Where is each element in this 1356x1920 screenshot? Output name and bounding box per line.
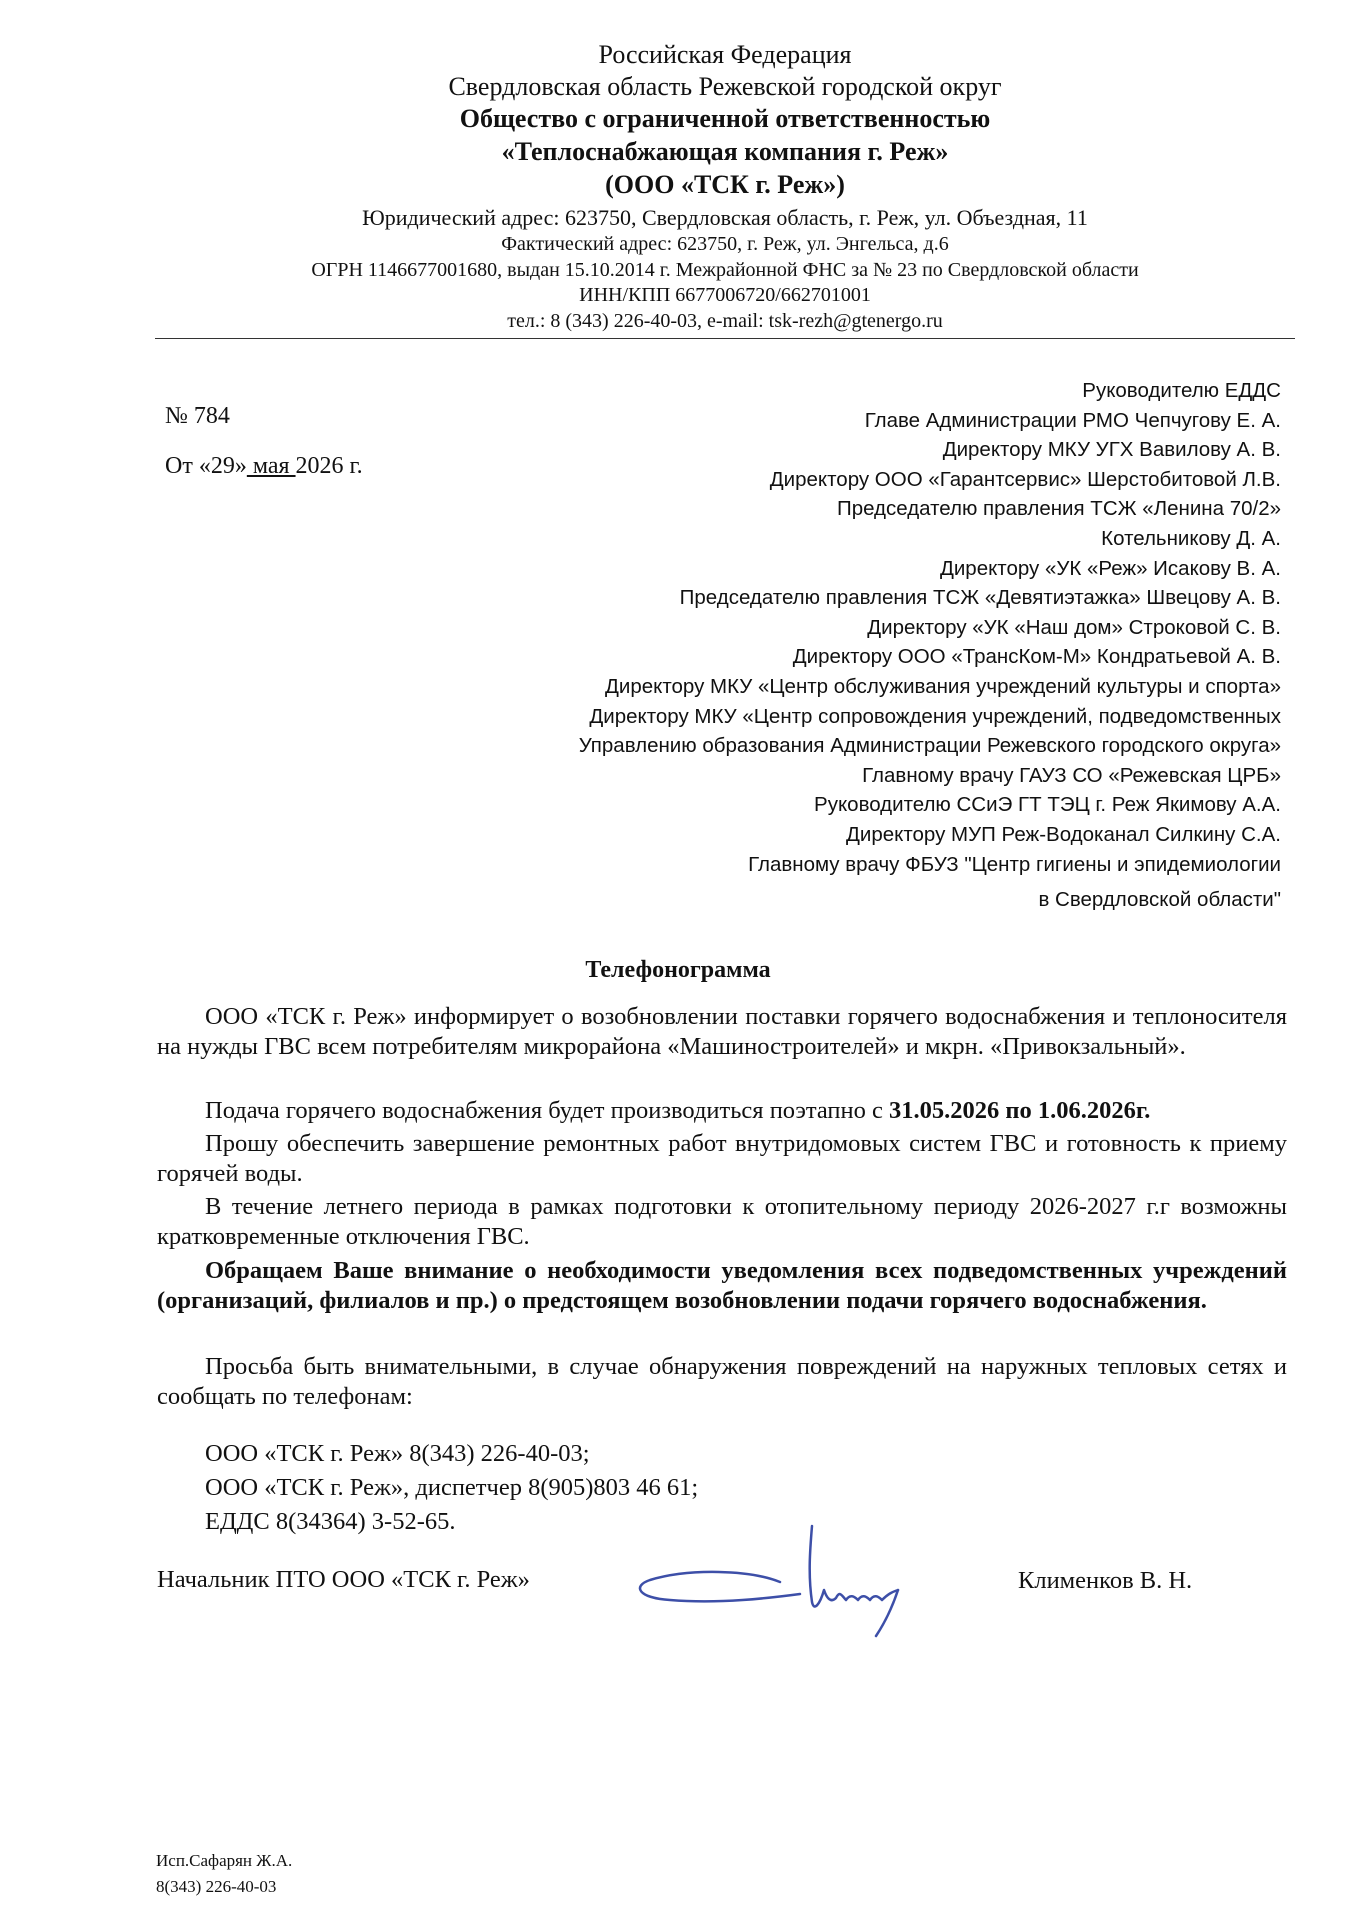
paragraph-2 <box>157 1096 1287 1126</box>
paragraph-3: Прошу обеспечить завершение ремонтных работ внутридомовых систем ГВС и готовность к приему горячей воды. <box>157 1130 1287 1187</box>
recipient-line: Директору ООО «Гарантсервис» Шерстобитовой Л.В. <box>769 467 1281 491</box>
document-title: Телефонограмма <box>585 957 771 983</box>
executor-name: Исп.Сафарян Ж.А. <box>156 1851 293 1870</box>
paragraph-5-attention: Обращаем Ваше внимание о необходимости уведомления всех подведомственных учреждений (организаций, филиалов и пр.) о предстоящем возобновлении подачи горячего водоснабжения. <box>157 1257 1287 1314</box>
handwritten-signature <box>630 1520 960 1640</box>
recipient-line: Руководителю ЕДДС <box>1082 379 1281 402</box>
header-org-short: (ООО «ТСК г. Реж») <box>605 170 845 199</box>
recipient-line: в Свердловской области" <box>1038 888 1281 912</box>
recipient-line: Директору «УК «Наш дом» Строковой С. В. <box>867 615 1281 639</box>
recipient-line: Председателю правления ТСЖ «Девятиэтажка» Швецову А. В. <box>679 586 1281 610</box>
phone-list <box>205 1437 698 1539</box>
signer-name: Клименков В. Н. <box>1018 1567 1193 1594</box>
paragraph-6: Просьба быть внимательными, в случае обнаружения повреждений на наружных тепловых сетях и сообщать по телефонам: <box>157 1353 1287 1410</box>
doc-date <box>165 453 363 480</box>
paragraph-2-dates: 31.05.2026 по 1.06.2026г. <box>889 1097 1151 1124</box>
recipient-line: Директору «УК «Реж» Исакову В. А. <box>939 556 1281 580</box>
recipient-line: Директору МКУ «Центр обслуживания учреждений культуры и спорта» <box>605 674 1281 698</box>
paragraph-4: В течение летнего периода в рамках подготовки к отопительному периоду 2026-2027 г.г возможны кратковременные отключения ГВС. <box>157 1193 1287 1250</box>
recipient-line: Председателю правления ТСЖ «Ленина 70/2» <box>836 497 1281 521</box>
executor-info <box>156 1848 292 1900</box>
header-org-name: «Теплоснабжающая компания г. Реж» <box>501 137 949 166</box>
recipient-line: Главному врачу ГАУЗ СО «Режевская ЦРБ» <box>862 763 1281 787</box>
recipient-line: Руководителю ССиЭ ГТ ТЭЦ г. Реж Якимову А.А. <box>814 793 1281 817</box>
recipients-block <box>381 376 1281 915</box>
signer-position: Начальник ПТО ООО «ТСК г. Реж» <box>157 1566 530 1593</box>
header-country: Российская Федерация <box>598 40 852 69</box>
header-legal-address: Юридический адрес: 623750, Свердловская область, г. Реж, ул. Объездная, 11 <box>362 205 1088 230</box>
recipient-line: Котельникову Д. А. <box>1101 526 1281 550</box>
header-inn: ИНН/КПП 6677006720/662701001 <box>579 284 871 306</box>
phone-item: ООО «ТСК г. Реж» 8(343) 226-40-03; <box>205 1440 590 1467</box>
doc-date-month: мая <box>246 453 296 479</box>
executor-phone: 8(343) 226-40-03 <box>156 1877 277 1896</box>
recipient-line: Директору МУП Реж-Водоканал Силкину С.А. <box>846 822 1281 846</box>
header-contacts: тел.: 8 (343) 226-40-03, e-mail: tsk-rezh@gtenergo.ru <box>507 310 943 332</box>
recipient-line: Директору ООО «ТрансКом-М» Кондратьевой А. В. <box>792 645 1281 669</box>
doc-number: № 784 <box>165 403 230 429</box>
recipient-line: Главному врачу ФБУЗ "Центр гигиены и эпидемиологии <box>748 852 1281 876</box>
header-actual-address: Фактический адрес: 623750, г. Реж, ул. Энгельса, д.6 <box>501 233 949 255</box>
recipient-line: Директору МКУ «Центр сопровождения учреждений, подведомственных <box>589 704 1281 728</box>
recipient-line: Управлению образования Администрации Режевского городского округа» <box>578 734 1281 758</box>
header-ogrn: ОГРН 1146677001680, выдан 15.10.2014 г. Межрайонной ФНС за № 23 по Свердловской области <box>311 259 1139 281</box>
doc-date-suffix: 2026 г. <box>295 453 363 479</box>
header-org-type: Общество с ограниченной ответственностью <box>459 104 991 133</box>
phone-item: ООО «ТСК г. Реж», диспетчер 8(905)803 46 61; <box>205 1474 699 1501</box>
header-divider <box>155 338 1295 339</box>
doc-date-prefix: От «29» <box>165 453 247 479</box>
recipient-line: Главе Администрации РМО Чепчугову Е. А. <box>864 408 1281 432</box>
paragraph-2-text: Подача горячего водоснабжения будет производиться поэтапно с <box>205 1097 890 1124</box>
header-region: Свердловская область Режевской городской округ <box>448 72 1002 101</box>
phone-item: ЕДДС 8(34364) 3-52-65. <box>205 1508 456 1535</box>
paragraph-1: ООО «ТСК г. Реж» информирует о возобновлении поставки горячего водоснабжения и теплоносителя на нужды ГВС всем потребителям микрорайона «Машиностроителей» и мкрн. «Привокзальный». <box>157 1003 1287 1060</box>
recipient-line: Директору МКУ УГХ Вавилову А. В. <box>942 438 1281 462</box>
